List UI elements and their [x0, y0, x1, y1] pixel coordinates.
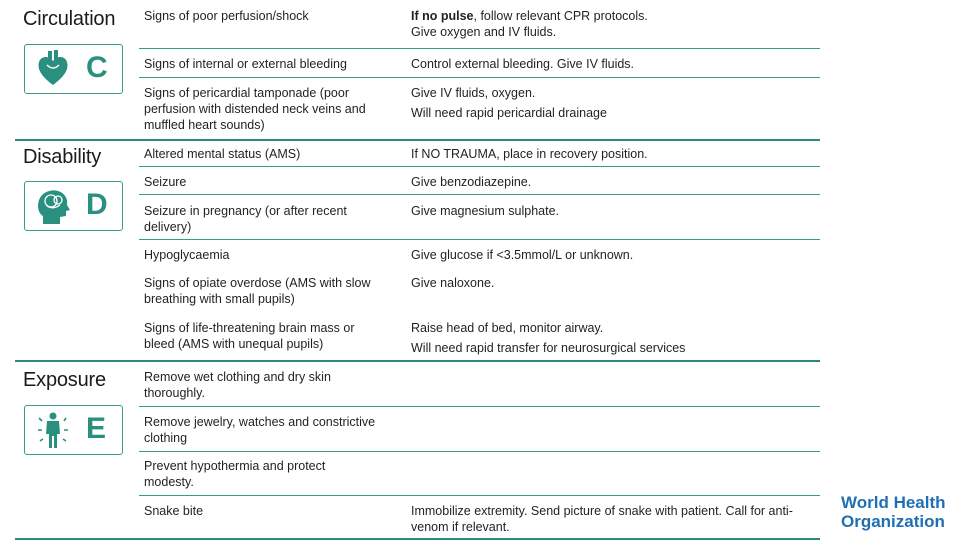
disability-action-2: Give benzodiazepine. [411, 175, 532, 189]
badge-disability [24, 181, 123, 231]
circulation-action-2: Control external bleeding. Give IV fluids. [411, 57, 635, 71]
section-divider-circulation-disability [15, 139, 820, 141]
badge-exposure [24, 405, 123, 455]
badge-letter-e: E [86, 412, 107, 445]
disability-sign-6: Signs of life-threatening brain mass or bleed (AMS with unequal pupils) [144, 321, 355, 351]
disability-sign-3: Seizure in pregnancy (or after recent delivery) [144, 204, 347, 234]
disability-action-1: If NO TRAUMA, place in recovery position. [411, 147, 648, 161]
row-separator [139, 194, 820, 195]
disability-action-5: Give naloxone. [411, 276, 495, 290]
section-title-disability: Disability [23, 146, 102, 168]
disability-action-6-line1: Raise head of bed, monitor airway. [411, 321, 604, 335]
disability-sign-5: Signs of opiate overdose (AMS with slow breathing with small pupils) [144, 276, 371, 306]
row-separator [139, 166, 820, 167]
row-separator [139, 406, 820, 407]
disability-sign-2: Seizure [144, 175, 187, 189]
row-separator [139, 48, 820, 49]
disability-action-6-line2: Will need rapid transfer for neurosurgical services [411, 341, 686, 355]
section-title-exposure: Exposure [23, 369, 106, 391]
row-separator [139, 77, 820, 78]
disability-action-3: Give magnesium sulphate. [411, 204, 559, 218]
circulation-sign-1: Signs of poor perfusion/shock [144, 9, 309, 23]
circulation-sign-2: Signs of internal or external bleeding [144, 57, 347, 71]
disability-sign-4: Hypoglycaemia [144, 248, 230, 262]
disability-action-6 [411, 320, 811, 356]
who-logo-line2: Organization [841, 512, 945, 531]
row-separator [139, 451, 820, 452]
circulation-action-1-line2: Give oxygen and IV fluids. [411, 25, 557, 39]
heart-icon [33, 49, 73, 89]
section-divider-disability-exposure [15, 360, 820, 362]
badge-circulation [24, 44, 123, 94]
circulation-action-1-rest: , follow relevant CPR protocols. [473, 9, 648, 23]
exposure-sign-3: Prevent hypothermia and protect modesty. [144, 459, 326, 489]
disability-sign-1: Altered mental status (AMS) [144, 147, 301, 161]
badge-letter-d: D [86, 188, 108, 221]
exposure-action-4: Immobilize extremity. Send picture of snake with patient. Call for anti-venom if relevant. [411, 504, 793, 534]
circulation-sign-3: Signs of pericardial tamponade (poor perfusion with distended neck veins and muffled heart sounds) [144, 86, 366, 132]
badge-letter-c: C [86, 51, 108, 84]
circulation-action-3 [411, 85, 811, 121]
row-separator [139, 239, 820, 240]
body-icon [33, 410, 73, 450]
circulation-action-1-bold: If no pulse [411, 9, 474, 23]
section-title-circulation: Circulation [23, 8, 116, 30]
exposure-sign-1: Remove wet clothing and dry skin thoroughly. [144, 370, 331, 400]
disability-action-4: Give glucose if <3.5mmol/L or unknown. [411, 248, 634, 262]
who-logo-line1: World Health [841, 493, 946, 512]
row-separator [139, 495, 820, 496]
circulation-action-3-line1: Give IV fluids, oxygen. [411, 86, 536, 100]
circulation-action-1 [411, 8, 811, 40]
exposure-sign-2: Remove jewelry, watches and constrictive clothing [144, 415, 376, 445]
exposure-sign-4: Snake bite [144, 504, 204, 518]
brain-icon [33, 186, 73, 226]
circulation-action-3-line2: Will need rapid pericardial drainage [411, 106, 607, 120]
